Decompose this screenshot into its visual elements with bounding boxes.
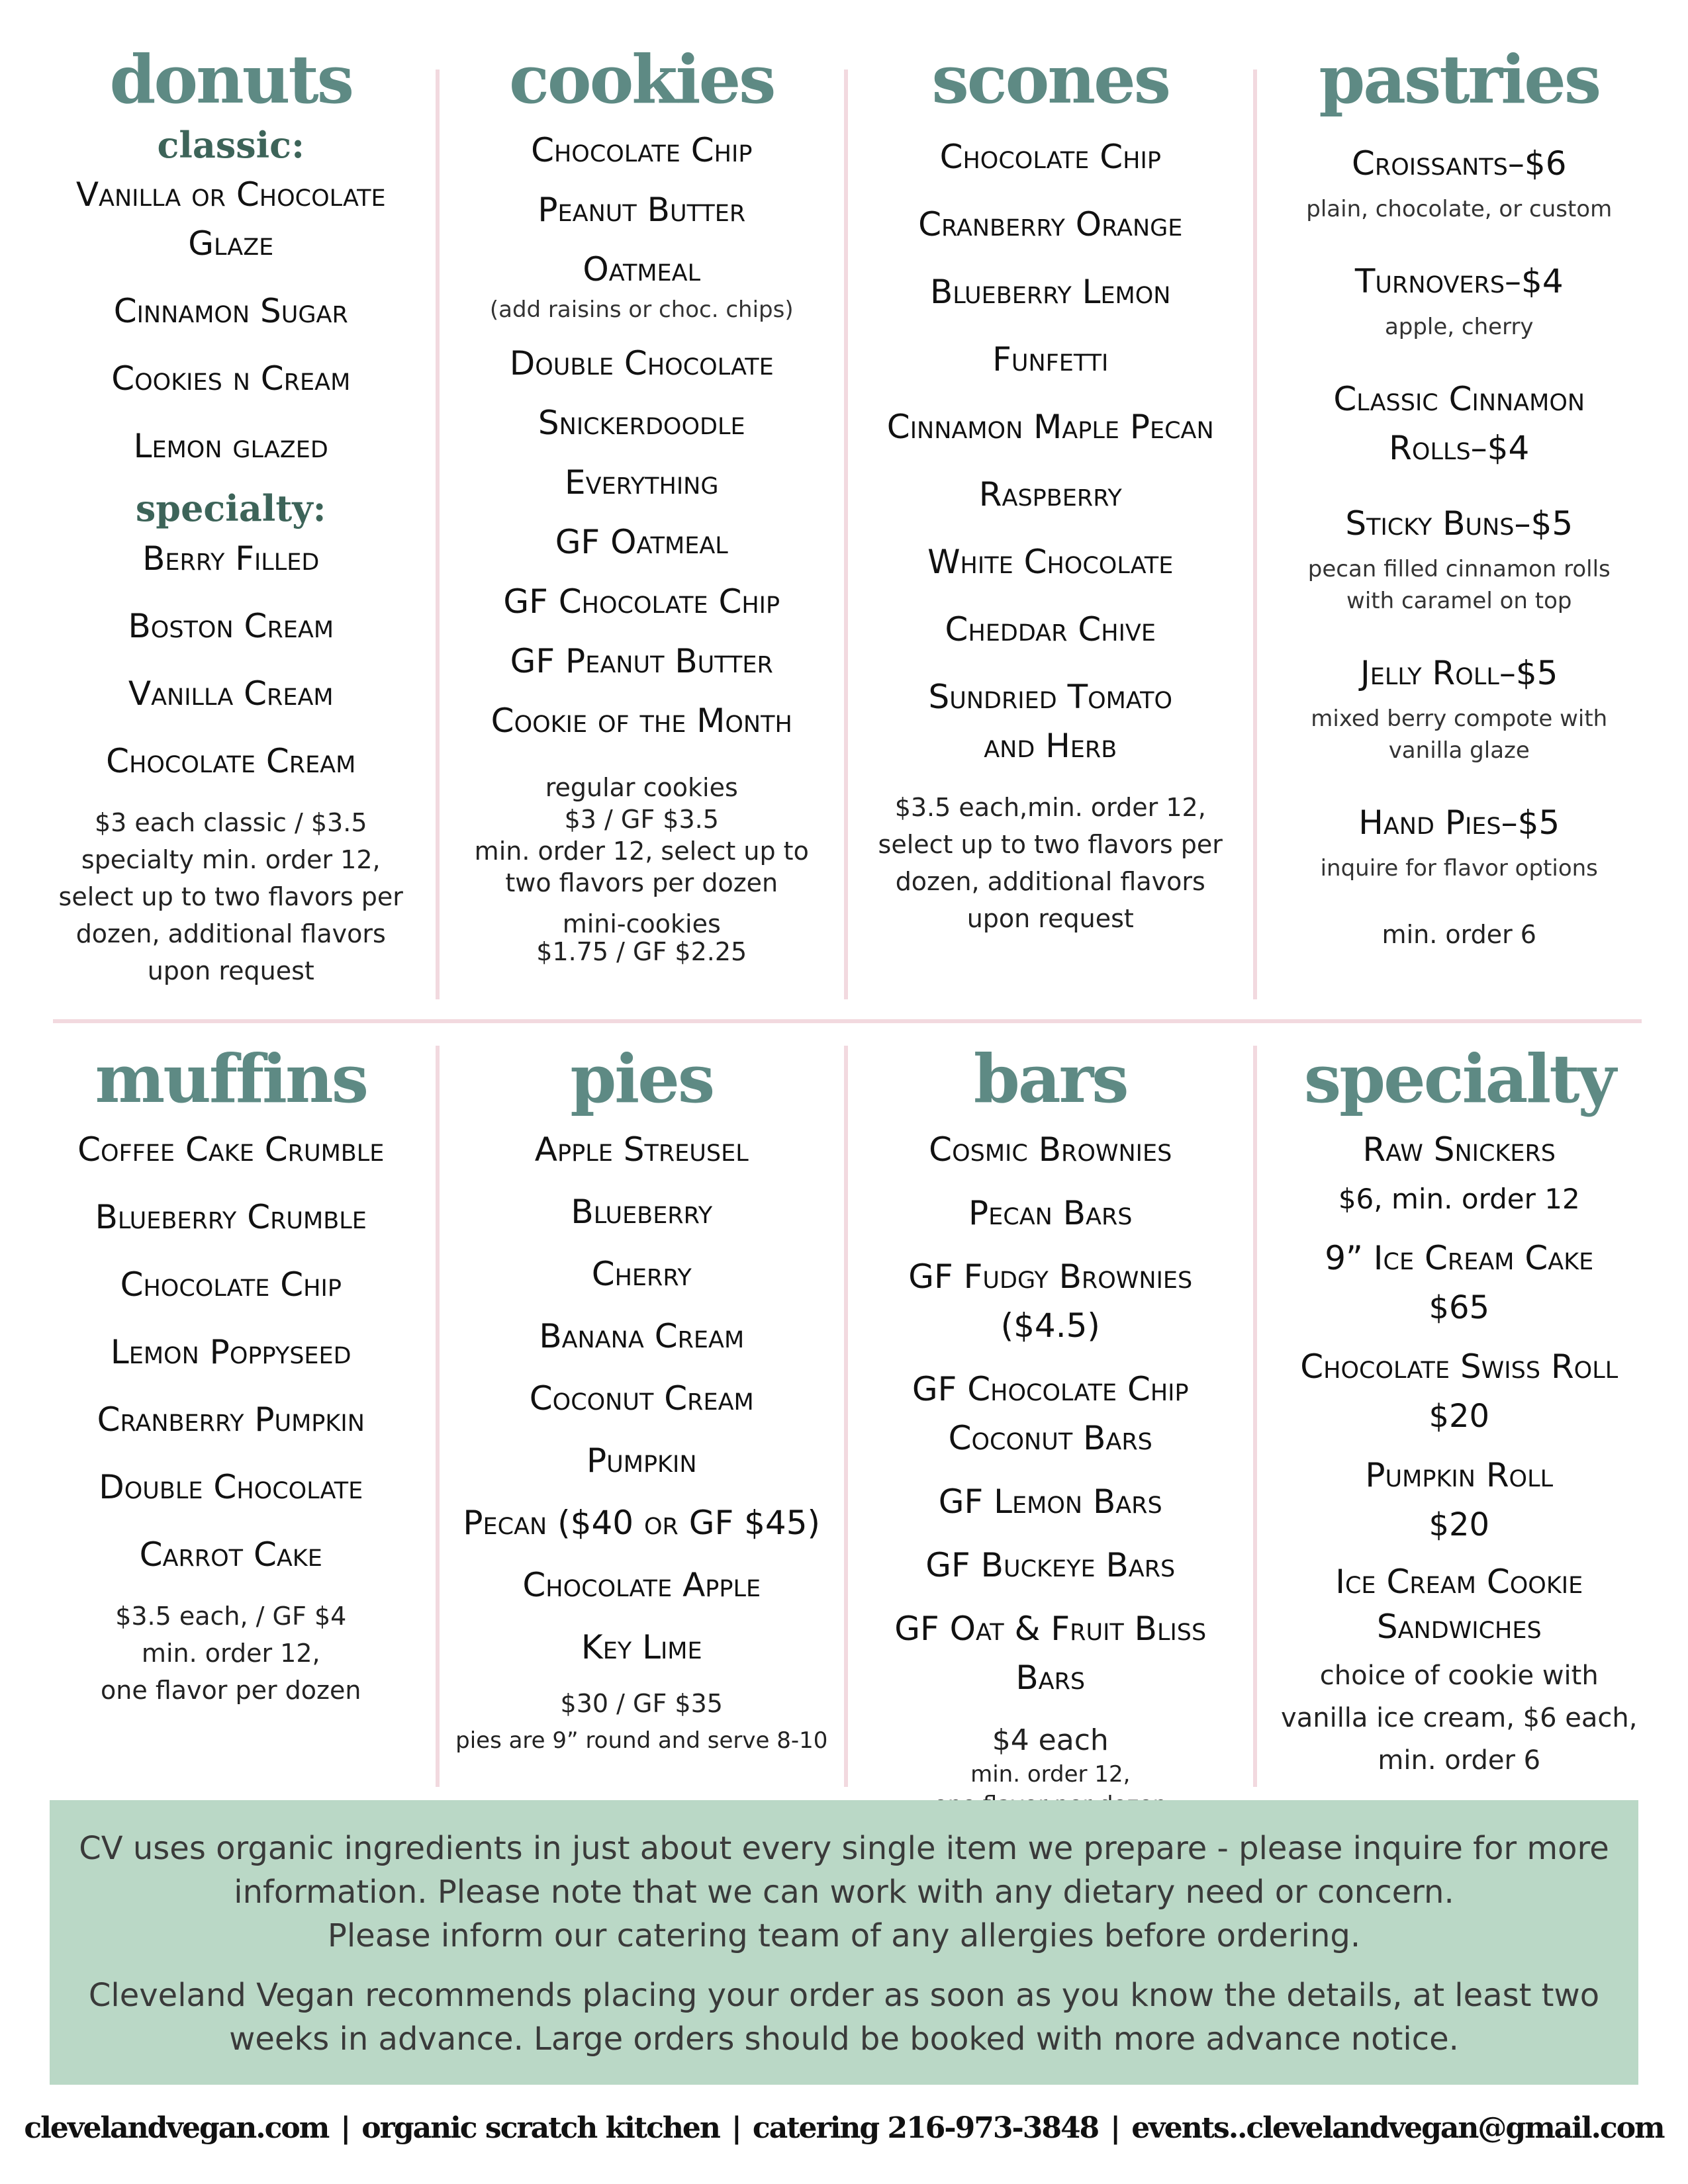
pies-price: $30 / GF $35: [560, 1689, 723, 1718]
cookies-price: $3 / GF $3.5: [564, 805, 719, 834]
menu-item: Vanilla Cream: [128, 674, 334, 713]
menu-item: Double Chocolate: [99, 1468, 363, 1506]
menu-item: Cranberry Pumpkin: [97, 1400, 365, 1439]
cookies-note: regular cookies: [545, 773, 738, 802]
menu-item: Chocolate Apple: [522, 1566, 761, 1604]
menu-item: Pumpkin: [586, 1441, 697, 1480]
item-description: plain, chocolate, or custom: [1306, 196, 1613, 222]
menu-item: Raw Snickers: [1362, 1130, 1556, 1169]
menu-item: Cookie of the Month: [491, 702, 792, 740]
cookies-column: [436, 40, 845, 999]
pastries-column: [1253, 40, 1662, 999]
item-price: $6, min. order 12: [1338, 1183, 1580, 1215]
item-price: $65: [1429, 1289, 1490, 1326]
menu-item: GF Chocolate Chip: [503, 582, 780, 621]
menu-item: Sundried Tomato and Herb: [928, 678, 1173, 765]
menu-item: Everything: [565, 463, 719, 502]
menu-item: Cinnamon Sugar: [113, 292, 348, 331]
specialty-label: specialty:: [135, 487, 326, 530]
menu-item: GF Oatmeal: [555, 523, 728, 561]
menu-item: Pecan Bars: [968, 1194, 1133, 1232]
donuts-column: [26, 40, 436, 999]
menu-item: Pumpkin Roll: [1365, 1456, 1554, 1494]
muffins-order-note: min. order 12,: [141, 1639, 320, 1668]
menu-item: Boston Cream: [128, 606, 334, 645]
menu-item: GF Buckeye Bars: [925, 1546, 1176, 1584]
oatmeal-note: (add raisins or choc. chips): [489, 296, 794, 323]
mini-cookies-label: mini-cookies: [562, 909, 721, 938]
menu-item: Peanut Butter: [538, 191, 746, 229]
menu-item: Funfetti: [992, 340, 1109, 379]
menu-item: GF Oat & Fruit Bliss Bars: [894, 1610, 1207, 1697]
menu-item: Double Chocolate: [509, 344, 774, 383]
menu-item: Jelly Roll–$5: [1360, 654, 1558, 692]
classic-label: classic:: [157, 124, 305, 166]
menu-item: Pecan ($40 or GF $45): [463, 1504, 821, 1542]
menu-item: Cheddar Chive: [945, 610, 1156, 649]
pies-heading: pies: [570, 1040, 714, 1118]
pastries-heading: pastries: [1319, 40, 1600, 118]
menu-item: Turnovers–$4: [1354, 262, 1564, 300]
menu-item: Classic Cinnamon Rolls–$4: [1333, 380, 1585, 467]
menu-item: Lemon glazed: [133, 427, 328, 466]
menu-item: Sticky Buns–$5: [1345, 504, 1573, 543]
menu-item: Raspberry: [978, 475, 1122, 514]
menu-item: Chocolate Chip: [120, 1265, 342, 1304]
menu-item: GF Chocolate Chip Coconut Bars: [912, 1370, 1189, 1457]
menu-item: 9” Ice Cream Cake: [1325, 1239, 1594, 1277]
ingredients-text: CV uses organic ingredients in just about every single item we prepare - please inquire for more information. Please note that we can work with any dietary need or concern.: [79, 1830, 1609, 1911]
menu-item: Chocolate Chip: [531, 131, 753, 169]
menu-item: Blueberry: [571, 1193, 713, 1231]
website-link[interactable]: clevelandvegan.com: [24, 2111, 329, 2145]
specialty-heading: specialty: [1303, 1040, 1615, 1118]
bars-heading: bars: [973, 1040, 1127, 1118]
item-price: $20: [1429, 1398, 1490, 1435]
menu-item: Ice Cream Cookie Sandwiches: [1335, 1563, 1583, 1646]
tagline: organic scratch kitchen: [361, 2111, 720, 2145]
donuts-heading: donuts: [109, 40, 353, 118]
cookies-heading: cookies: [509, 40, 774, 118]
scones-column: [844, 40, 1253, 999]
pies-column: [436, 1040, 845, 1787]
specialty-column: [1253, 1040, 1662, 1787]
scones-heading: scones: [931, 40, 1169, 118]
contact-line: [0, 2111, 1688, 2145]
bars-column: [844, 1040, 1253, 1788]
menu-item: Hand Pies–$5: [1358, 803, 1560, 842]
item-description: choice of cookie with vanilla ice cream, $6 each, min. order 6: [1281, 1661, 1638, 1776]
footer-info-box: [50, 1800, 1638, 2085]
pastries-order-note: min. order 6: [1382, 920, 1536, 949]
menu-item: Banana Cream: [539, 1317, 745, 1355]
ingredients-note: [76, 1827, 1612, 1958]
mini-cookies-price: $1.75 / GF $2.25: [536, 937, 747, 966]
menu-item: Apple Streusel: [534, 1130, 749, 1169]
scones-pricing-note: $3.5 each,min. order 12, select up to two flavors per dozen, additional flavors upon request: [878, 793, 1223, 933]
menu-item: Snickerdoodle: [538, 404, 745, 442]
muffins-heading: muffins: [95, 1040, 367, 1118]
top-menu-row: [26, 40, 1662, 999]
item-description: pecan filled cinnamon rolls with caramel on top: [1307, 556, 1611, 614]
menu-item: Cranberry Orange: [918, 205, 1183, 244]
muffins-price: $3.5 each, / GF $4: [115, 1602, 347, 1631]
section-divider: [53, 1019, 1642, 1023]
bottom-menu-row: [26, 1040, 1662, 1788]
cookies-order-note: min. order 12, select up to two flavors per dozen: [474, 837, 809, 897]
menu-item: Key Lime: [581, 1628, 702, 1666]
menu-item: Chocolate Chip: [939, 138, 1161, 176]
menu-item: Carrot Cake: [139, 1535, 322, 1574]
menu-item: Blueberry Crumble: [95, 1198, 367, 1236]
bars-order-note: min. order 12,: [970, 1761, 1131, 1788]
menu-item: Cookies n Cream: [111, 359, 351, 398]
menu-item: Chocolate Swiss Roll: [1300, 1347, 1618, 1386]
menu-item: GF Fudgy Brownies ($4.5): [908, 1257, 1193, 1345]
separator: |: [340, 2111, 350, 2145]
separator: |: [731, 2111, 741, 2145]
menu-item: GF Peanut Butter: [510, 642, 773, 680]
muffins-flavor-note: one flavor per dozen: [101, 1676, 361, 1705]
menu-item: Blueberry Lemon: [930, 273, 1171, 311]
menu-item: White Chocolate: [927, 543, 1174, 581]
bars-price: $4 each: [992, 1723, 1109, 1757]
advance-order-note: Cleveland Vegan recommends placing your order as soon as you know the details, at least two weeks in advance. Large orders should be booked with more advance notice.: [88, 1977, 1600, 2058]
muffins-column: [26, 1040, 436, 1787]
menu-item: Coconut Cream: [529, 1379, 754, 1418]
separator: |: [1110, 2111, 1120, 2145]
menu-item: Oatmeal: [583, 250, 701, 289]
pies-size-note: pies are 9” round and serve 8-10: [455, 1727, 828, 1754]
menu-item: GF Lemon Bars: [938, 1482, 1162, 1521]
donuts-pricing-note: $3 each classic / $3.5 specialty min. order 12, select up to two flavors per dozen, additional flavors upon request: [58, 807, 403, 985]
menu-item: Coffee Cake Crumble: [77, 1130, 385, 1169]
menu-item: Cinnamon Maple Pecan: [886, 408, 1214, 446]
item-price: $20: [1429, 1506, 1490, 1543]
email-link[interactable]: events..clevelandvegan@gmail.com: [1131, 2111, 1664, 2145]
item-description: mixed berry compote with vanilla glaze: [1311, 705, 1608, 764]
menu-item: Berry Filled: [142, 539, 320, 578]
catering-phone[interactable]: catering 216-973-3848: [752, 2111, 1099, 2145]
menu-item: Cherry: [591, 1255, 692, 1293]
allergy-text: Please inform our catering team of any allergies before ordering.: [327, 1917, 1361, 1954]
menu-item: Cosmic Brownies: [929, 1130, 1172, 1169]
item-description: inquire for flavor options: [1320, 855, 1598, 882]
menu-item: Vanilla or Chocolate Glaze: [75, 175, 386, 263]
item-description: apple, cherry: [1384, 314, 1534, 340]
menu-item: Croissants–$6: [1351, 144, 1567, 183]
menu-item: Chocolate Cream: [106, 741, 356, 780]
menu-item: Lemon Poppyseed: [110, 1333, 352, 1371]
